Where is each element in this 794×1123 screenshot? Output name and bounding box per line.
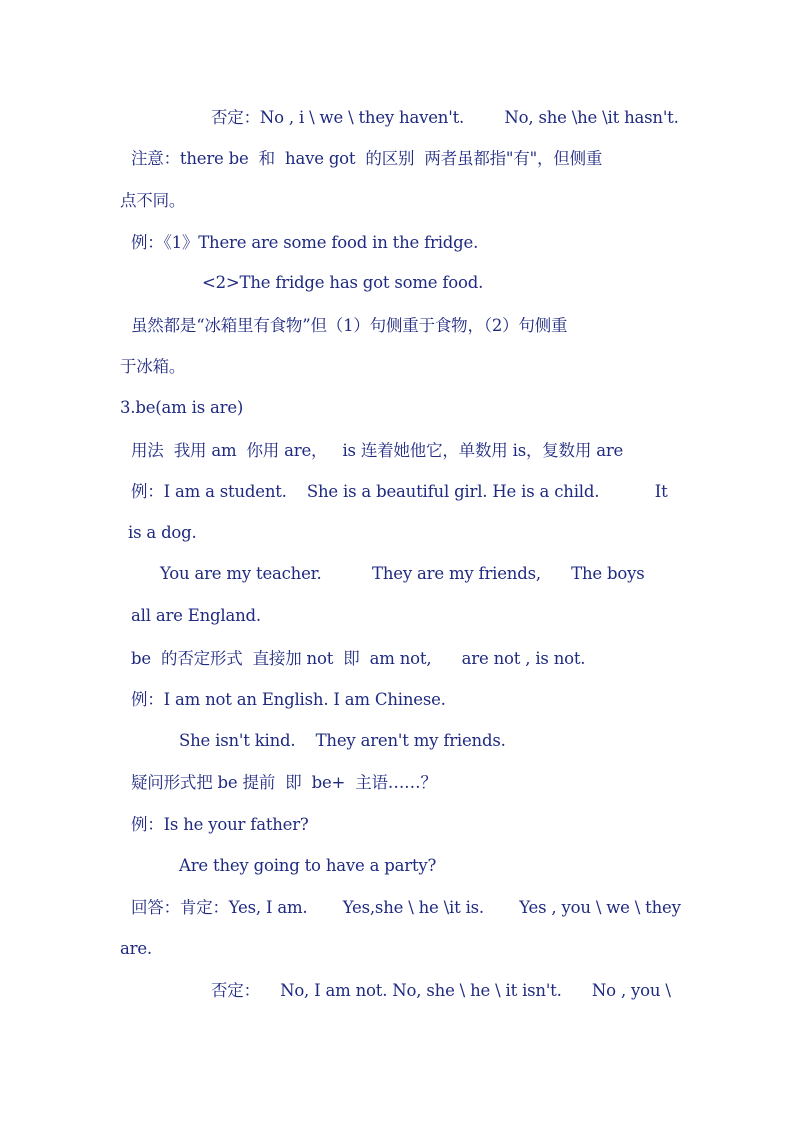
- text-line-example-be-cont: is a dog.: [128, 523, 197, 542]
- text-line-example-negative-2: She isn't kind. They aren't my friends.: [179, 731, 506, 750]
- text-line-note-there-be: 注意：there be 和 have got 的区别 两者虽都指"有"，但侧重: [131, 149, 603, 168]
- text-line-explanation-cont: 于冰箱。: [120, 357, 186, 376]
- text-line-be-negative: be 的否定形式 直接加 not 即 am not, are not , is not.: [131, 649, 586, 668]
- text-line-example-negative: 例：I am not an English. I am Chinese.: [131, 690, 446, 709]
- text-line-question-form: 疑问形式把 be 提前 即 be+ 主语……？: [131, 773, 437, 792]
- text-line-example-question-2: Are they going to have a party?: [179, 856, 437, 875]
- text-line-negative-have-got: 否定：No , i \ we \ they haven't. No, she \he \it hasn't.: [211, 108, 679, 127]
- section-heading-be: 3.be(am is are): [120, 398, 244, 417]
- text-line-example-plural: You are my teacher. They are my friends, The boys: [160, 564, 645, 583]
- text-line-example-2: <2>The fridge has got some food.: [202, 273, 484, 292]
- text-line-answer-positive: 回答：肯定：Yes, I am. Yes,she \ he \it is. Yes , you \ we \ they: [131, 898, 681, 917]
- text-line-explanation: 虽然都是“冰箱里有食物”但（1）句侧重于食物，（2）句侧重: [131, 316, 568, 335]
- text-line-example-be: 例：I am a student. She is a beautiful girl. He is a child. It: [131, 482, 668, 501]
- text-line-example-question: 例：Is he your father?: [131, 815, 309, 834]
- text-line-answer-negative: 否定： No, I am not. No, she \ he \ it isn't. No , you \: [211, 981, 671, 1000]
- text-line-example-plural-cont: all are England.: [131, 606, 261, 625]
- text-line-note-cont: 点不同。: [120, 191, 186, 210]
- text-line-answer-positive-cont: are.: [120, 939, 152, 958]
- text-line-example-1: 例：《1》There are some food in the fridge.: [131, 233, 479, 252]
- text-line-usage: 用法 我用 am 你用 are， is 连着她他它，单数用 is，复数用 are: [131, 441, 624, 460]
